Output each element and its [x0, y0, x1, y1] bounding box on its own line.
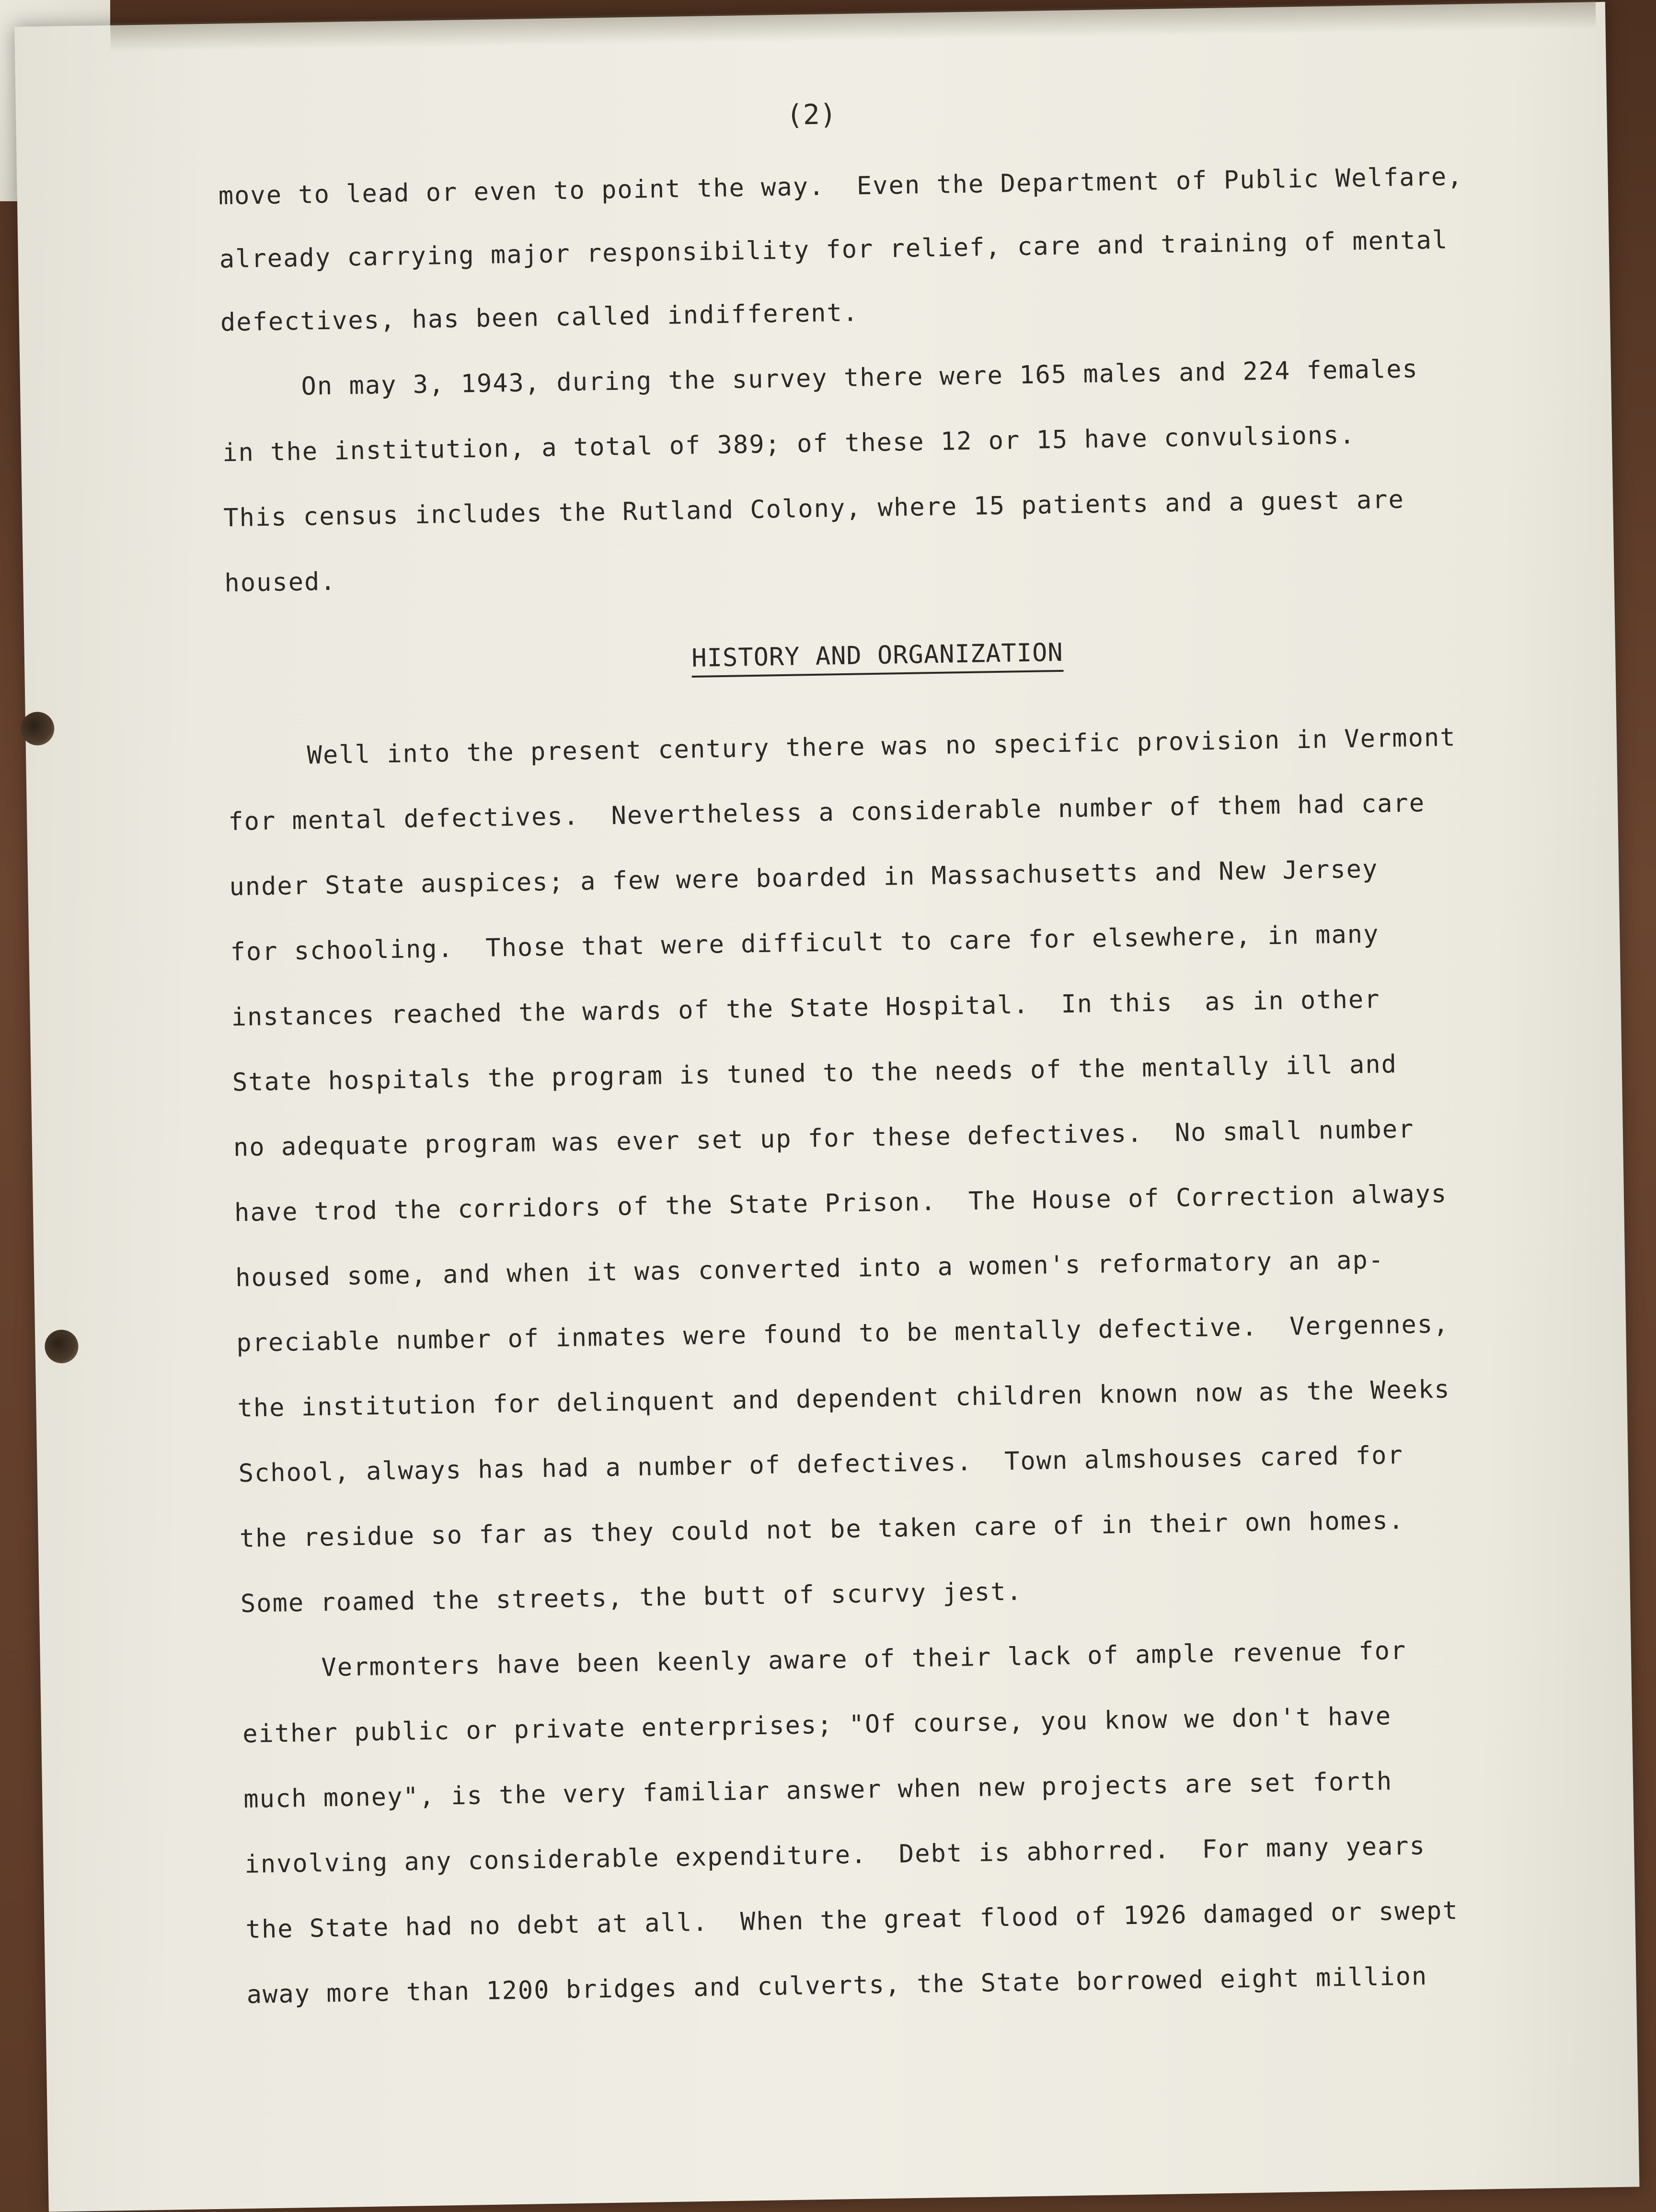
text-line: have trod the corridors of the State Prison. The House of Correction always: [234, 1179, 1448, 1228]
text-line: State hospitals the program is tuned to the needs of the mentally ill and: [232, 1050, 1398, 1097]
text-line: under State auspices; a few were boarded in Massachusetts and New Jersey: [229, 854, 1379, 902]
page-number: (2): [786, 98, 837, 131]
text-line: involving any considerable expenditure. Debt is abhorred. For many years: [244, 1832, 1426, 1879]
text-line: the State had no debt at all. When the great flood of 1926 damaged or swept: [245, 1896, 1459, 1944]
text-line: no adequate program was ever set up for these defectives. No small number: [233, 1115, 1414, 1163]
text-line: instances reached the wards of the State Hospital. In this as in other: [231, 985, 1380, 1032]
text-line: in the institution, a total of 389; of these 12 or 15 have convulsions.: [222, 421, 1356, 468]
text-line: much money", is the very familiar answer when new projects are set forth: [243, 1767, 1393, 1814]
text-line: School, always has had a number of defectives. Town almshouses cared for: [238, 1440, 1404, 1488]
text-line: the residue so far as they could not be taken care of in their own homes.: [239, 1506, 1405, 1554]
section-heading: [226, 631, 1530, 680]
text-line: Some roamed the streets, the butt of scurvy jest.: [240, 1577, 1023, 1619]
text-line: Vermonters have been keenly aware of their lack of ample revenue for: [241, 1636, 1407, 1684]
text-line: On may 3, 1943, during the survey there were 165 males and 224 females: [221, 355, 1419, 403]
punch-hole-upper: [21, 712, 55, 746]
text-line: preciable number of inmates were found to be mentally defective. Vergennes,: [236, 1310, 1449, 1358]
text-line: Well into the present century there was no specific provision in Vermont: [227, 723, 1456, 772]
punch-hole-lower: [45, 1329, 79, 1363]
text-line: for mental defectives. Nevertheless a considerable number of them had care: [228, 789, 1426, 837]
text-line: either public or private enterprises; "Of course, you know we don't have: [242, 1702, 1392, 1749]
text-line: away more than 1200 bridges and culverts, the State borrowed eight million: [246, 1962, 1428, 2009]
typewritten-page: [14, 2, 1639, 2212]
text-line: defectives, has been called indifferent.: [220, 298, 859, 337]
section-heading-text: HISTORY AND ORGANIZATION: [691, 638, 1063, 678]
text-line: already carrying major responsibility for relief, care and training of mental: [219, 226, 1449, 274]
text-line: for schooling. Those that were difficult to care for elsewhere, in many: [230, 920, 1380, 967]
text-line: This census includes the Rutland Colony, where 15 patients and a guest are: [223, 485, 1405, 533]
body-text: [216, 3, 1552, 2132]
text-line: housed some, and when it was converted into a women's reformatory an ap-: [235, 1245, 1385, 1293]
text-line: the institution for delinquent and dependent children known now as the Weeks: [237, 1375, 1451, 1423]
text-line: housed.: [224, 567, 337, 598]
text-line: move to lead or even to point the way. Even the Department of Public Welfare,: [218, 162, 1463, 211]
